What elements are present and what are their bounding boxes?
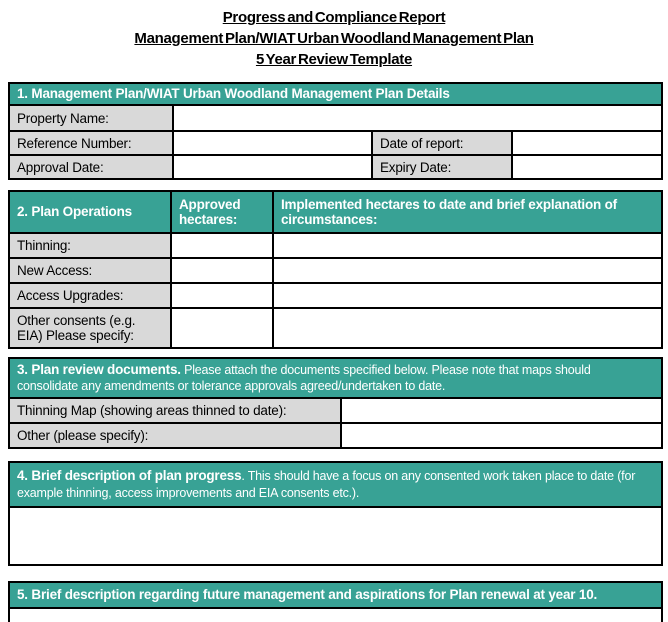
- title-line-1: Progress and Compliance Report: [222, 9, 446, 26]
- section3-header: [9, 358, 662, 398]
- section4-header-title: 4. Brief description of plan progress: [17, 468, 242, 483]
- other-consents-approved-hectares-input[interactable]: [171, 308, 273, 348]
- thinning-row-label: Thinning:: [9, 233, 171, 258]
- title-line-2: Management Plan/WIAT Urban Woodland Management Plan: [134, 30, 534, 47]
- section2-header-plan-operations: 2. Plan Operations: [9, 191, 171, 233]
- thinning-map-row-label: Thinning Map (showing areas thinned to date):: [9, 398, 341, 423]
- section1-table: [8, 82, 663, 180]
- thinning-map-input[interactable]: [341, 398, 662, 423]
- title-line-3: 5 Year Review Template: [255, 51, 413, 68]
- section1-header: 1. Management Plan/WIAT Urban Woodland Management Plan Details: [9, 83, 662, 105]
- reference-number-label: Reference Number:: [9, 131, 173, 155]
- date-of-report-label: Date of report:: [372, 131, 512, 155]
- approval-date-input[interactable]: [173, 155, 372, 179]
- thinning-approved-hectares-input[interactable]: [171, 233, 273, 258]
- other-document-input[interactable]: [341, 423, 662, 448]
- section2-header-implemented: Implemented hectares to date and brief explanation of circumstances:: [273, 191, 662, 233]
- new-access-row-label: New Access:: [9, 258, 171, 283]
- section2-header-approved-hectares: Approved hectares:: [171, 191, 273, 233]
- property-name-input[interactable]: [173, 105, 662, 131]
- future-management-textarea[interactable]: [9, 608, 662, 622]
- section5-header: 5. Brief description regarding future management and aspirations for Plan renewal at year 10.: [9, 582, 662, 608]
- section5-table: [8, 581, 663, 622]
- access-upgrades-row-label: Access Upgrades:: [9, 283, 171, 308]
- other-consents-implemented-input[interactable]: [273, 308, 662, 348]
- expiry-date-label: Expiry Date:: [372, 155, 512, 179]
- section3-header-instructions: Please attach the documents specified below. Please note that maps should consolidate any amendments or tolerance approvals agreed/undertaken to date.: [17, 362, 591, 393]
- document-title: [0, 0, 668, 70]
- access-upgrades-implemented-input[interactable]: [273, 283, 662, 308]
- section4-header: [9, 462, 662, 507]
- thinning-implemented-input[interactable]: [273, 233, 662, 258]
- other-document-row-label: Other (please specify):: [9, 423, 341, 448]
- other-consents-row-label: Other consents (e.g. EIA) Please specify:: [9, 308, 171, 348]
- date-of-report-input[interactable]: [512, 131, 662, 155]
- section3-table: [8, 357, 663, 449]
- expiry-date-input[interactable]: [512, 155, 662, 179]
- new-access-implemented-input[interactable]: [273, 258, 662, 283]
- property-name-label: Property Name:: [9, 105, 173, 131]
- section4-header-instructions: . This should have a focus on any consented work taken place to date (for example thinning, access improvements and EIA consents etc.).: [17, 469, 636, 500]
- access-upgrades-approved-hectares-input[interactable]: [171, 283, 273, 308]
- new-access-approved-hectares-input[interactable]: [171, 258, 273, 283]
- reference-number-input[interactable]: [173, 131, 372, 155]
- section3-header-title: 3. Plan review documents.: [17, 361, 181, 377]
- section4-table: [8, 461, 663, 566]
- section2-table: [8, 190, 663, 349]
- plan-progress-textarea[interactable]: [9, 507, 662, 565]
- approval-date-label: Approval Date:: [9, 155, 173, 179]
